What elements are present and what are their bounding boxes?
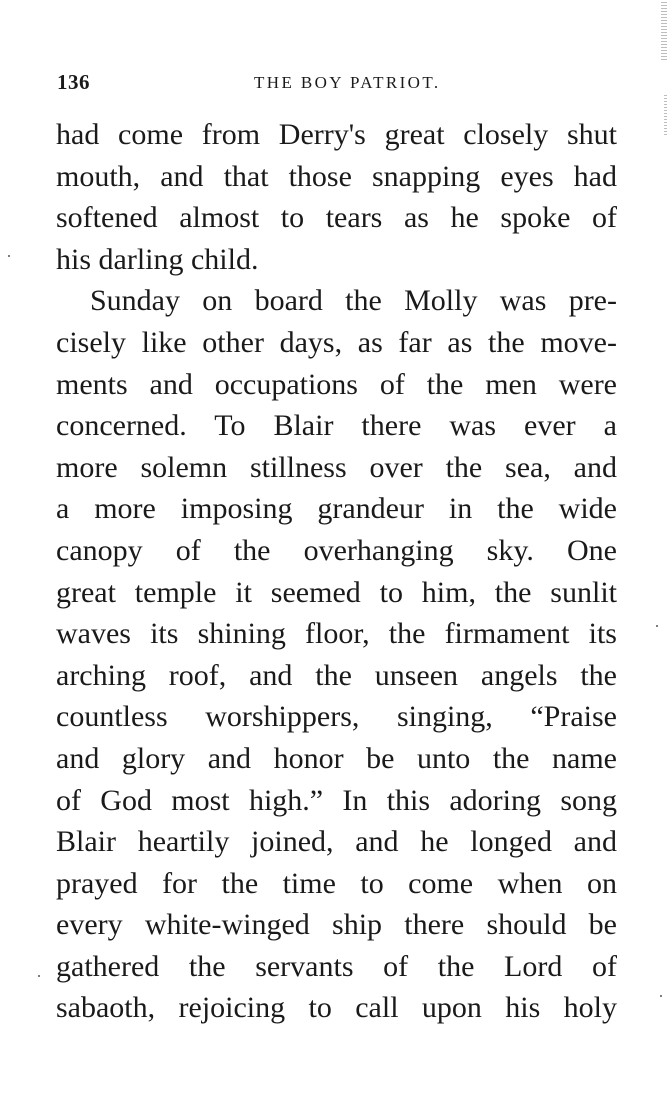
text-line: arching roof, and the unseen angels the — [56, 658, 617, 692]
text-line: Blair heartily joined, and he longed and — [56, 825, 617, 859]
text-line: canopy of the overhanging sky. One — [56, 533, 617, 567]
text-line: prayed for the time to come when on — [56, 866, 617, 900]
text-line: Sunday on board the Molly was pre- — [90, 284, 617, 318]
scan-edge-bar — [664, 95, 667, 135]
scan-speck — [656, 625, 658, 627]
scan-edge-artifact — [656, 0, 668, 200]
text-line: every white-winged ship there should be — [56, 908, 617, 942]
text-line: had come from Derry's great closely shut — [56, 118, 617, 151]
scan-speck — [38, 975, 40, 977]
text-line: and glory and honor be unto the name — [56, 741, 617, 775]
text-line: sabaoth, rejoicing to call upon his holy — [56, 991, 617, 1025]
text-line: more solemn stillness over the sea, and — [56, 450, 617, 484]
text-line: great temple it seemed to him, the sunlit — [56, 575, 617, 609]
scan-speck — [660, 995, 662, 997]
scan-speck — [8, 255, 10, 257]
scan-edge-bar — [661, 0, 667, 60]
running-title: THE BOY PATRIOT. — [254, 73, 441, 92]
text-line: cisely like other days, as far as the move- — [56, 325, 617, 359]
body-text — [56, 114, 617, 1029]
page-header — [57, 70, 617, 100]
page-number: 136 — [57, 70, 90, 94]
text-line: gathered the servants of the Lord of — [56, 949, 617, 983]
text-line: ments and occupations of the men were — [56, 367, 617, 401]
text-line: mouth, and that those snapping eyes had — [56, 159, 617, 193]
text-line: his darling child. — [56, 242, 259, 276]
text-line: waves its shining floor, the firmament its — [56, 617, 617, 651]
text-line: a more imposing grandeur in the wide — [56, 492, 617, 526]
text-line: countless worshippers, singing, “Praise — [56, 700, 617, 734]
text-line: softened almost to tears as he spoke of — [56, 201, 617, 235]
text-line: concerned. To Blair there was ever a — [56, 409, 617, 443]
text-line: of God most high.” In this adoring song — [56, 783, 617, 817]
